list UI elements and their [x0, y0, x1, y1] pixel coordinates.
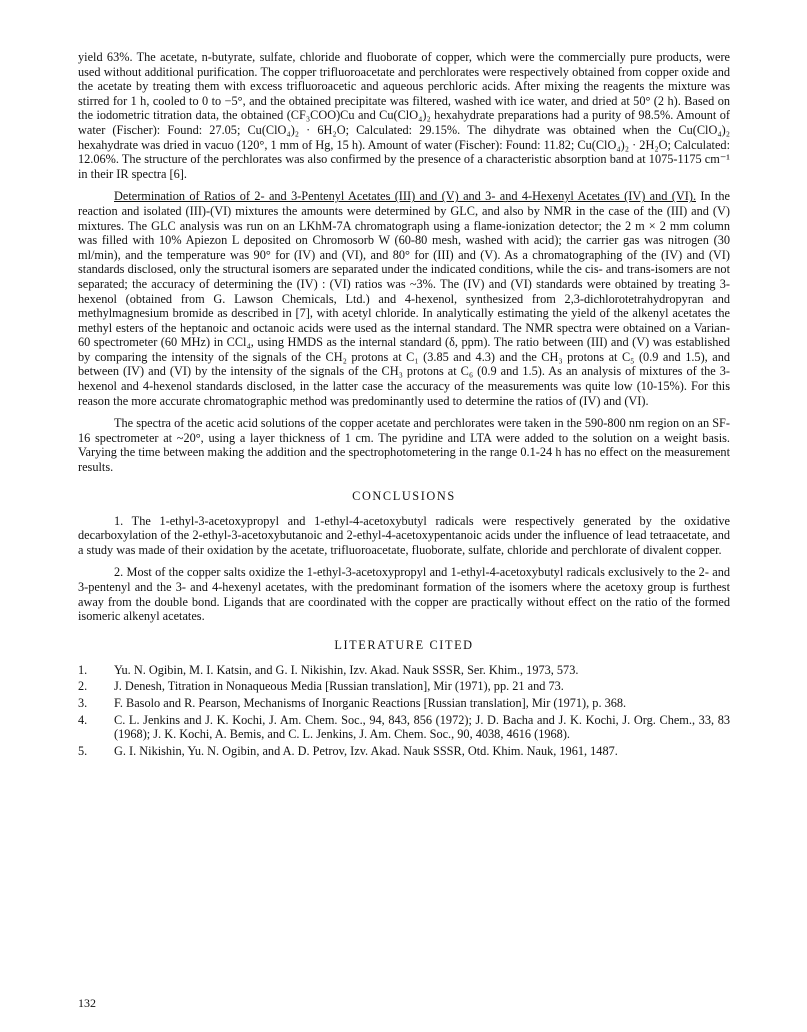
- conclusion-item-2: 2. Most of the copper salts oxidize the 1-ethyl-3-acetoxypropyl and 1-ethyl-4-acetoxybutyl radicals exclusively to the 2- and 3-pentenyl and the 3- and 4-hexenyl acetates, with the predominant formation of the isomers where the acetoxy group is furthest away from the double bond. Ligands that are coordinated with the copper are practically without effect on the ratio of the formed isomeric alkenyl acetates.: [78, 565, 730, 624]
- conclusion-item-1: 1. The 1-ethyl-3-acetoxypropyl and 1-ethyl-4-acetoxybutyl radicals were respectively generated by the oxidative decarboxylation of the 2-ethyl-3-acetoxybutanoic and 2-ethyl-4-acetoxypentanoic acids under the influence of lead tetraacetate, and a study was made of their oxidation by the acetate, trifluoroacetate, fluoborate, sulfate, chloride and perchlorate of divalent copper.: [78, 513, 730, 557]
- literature-heading: LITERATURE CITED: [334, 637, 474, 652]
- reference-text: G. I. Nikishin, Yu. N. Ogibin, and A. D. Petrov, Izv. Akad. Nauk SSSR, Otd. Khim. Nauk, 1961, 1487.: [114, 743, 618, 758]
- reference-text: F. Basolo and R. Pearson, Mechanisms of Inorganic Reactions [Russian translation], Mir (1971), p. 368.: [114, 695, 627, 710]
- reference-text: C. L. Jenkins and J. K. Kochi, J. Am. Chem. Soc., 94, 843, 856 (1972); J. D. Bacha and J. K. Kochi, J. Org. Chem., 33, 83 (1968); J. K. Kochi, A. Bemis, and C. L. Jenkins, J. Am. Chem. Soc., 90, 4038, 4616 (1968).: [114, 712, 730, 742]
- page-body: [78, 50, 730, 760]
- reference-item: [78, 713, 730, 742]
- paragraph-ratio-determination: [78, 189, 730, 408]
- reference-item: [78, 744, 730, 759]
- paragraph-spectra: The spectra of the acetic acid solutions of the copper acetate and perchlorates were taken in the 590-800 nm region on an SF-16 spectrometer at ~20°, using a layer thickness of 1 cm. The pyridine and LTA were added to the solution on a weight basis. Varying the time between making the addition and the spectrophotometering in the range 0.1-24 h has no effect on the measurement results.: [78, 416, 730, 475]
- conclusions-heading: CONCLUSIONS: [352, 488, 456, 503]
- paragraph-ratio-text: In the reaction and isolated (III)-(VI) mixtures the amounts were determined by GLC, and also by NMR in the case of the (III) and (V) mixtures. The GLC analysis was run on an LKhM-7A chromatograph using a flame-ionization detector; the 2 m × 2 mm column was filled with 10% Apiezon L deposited on Chromosorb W (60-80 mesh, washed with acid); the carrier gas was nitrogen (30 ml/min), and the temperature was 90° for (IV) and (VI), and 80° for (III) and (V). As a chromatographing of the (IV) and (VI) standards disclosed, only the structural isomers are separated under the indicated conditions, while the cis- and trans-isomers are not separated; the accuracy of determining the (IV) : (VI) ratios was ~3%. The (IV) and (VI) standards were obtained by treating 3-hexenol (obtained from G. Lawson Chemicals, Ltd.) and 4-hexenol, synthesized from 2,3-dichlorotetrahydropyran and methylmagnesium bromide as described in [7], with acetyl chloride. In analytically estimating the yield of the alkenyl acetates the methyl esters of the heptanoic and octanoic acids were used as the internal standard. The NMR spectra were obtained on a Varian-60 spectrometer (60 MHz) in CCl₄, using HMDS as the internal standard (δ, ppm). The ratio between (III) and (V) was established by comparing the intensity of the signals of the CH₂ protons at C₁ (3.85 and 4.3) and the CH₃ protons at C₅ (0.9 and 1.5), and between (IV) and (VI) by the intensity of the signals of the CH₃ protons at C₆ (0.9 and 1.5). As an analysis of mixtures of the 3-hexenol and 4-hexenol standards disclosed, in the latter case the accuracy of the measurements was quite low (10-15%). For this reason the more accurate chromatographic method was predominantly used to determine the ratios of (IV) and (VI).: [78, 189, 730, 408]
- reference-number: 5.: [78, 743, 88, 758]
- section-subheading: Determination of Ratios of 2- and 3-Pentenyl Acetates (III) and (V) and 3- and 4-Hexenyl Acetates (IV) and (VI).: [114, 189, 697, 204]
- reference-number: 1.: [78, 662, 88, 677]
- reference-number: 3.: [78, 695, 88, 710]
- reference-number: 2.: [78, 679, 88, 694]
- reference-text: J. Denesh, Titration in Nonaqueous Media [Russian translation], Mir (1971), pp. 21 and 73.: [114, 679, 564, 694]
- paragraph-materials: yield 63%. The acetate, n-butyrate, sulfate, chloride and fluoborate of copper, which were the commercially pure products, were used without additional purification. The copper trifluoroacetate and perchlorates were respectively obtained from copper oxide and the acetate by treating them with excess trifluoroacetic and aqueous perchloric acids. After mixing the reagents the mixture was stirred for 1 h, cooled to 0 to −5°, and the obtained precipitate was filtered, washed with ice water, and dried at 50° (2 h). Based on the iodometric titration data, the obtained (CF₃COO)Cu and Cu(ClO₄)₂ hexahydrate preparations had a purity of 98.5%. Amount of water (Fischer): Found: 27.05; Cu(ClO₄)₂ · 6H₂O; Calculated: 29.15%. The dihydrate was obtained when the Cu(ClO₄)₂ hexahydrate was dried in vacuo (120°, 1 mm of Hg, 15 h). Amount of water (Fischer): Found: 11.82; Cu(ClO₄)₂ · 2H₂O; Calculated: 12.06%. The structure of the perchlorates was also confirmed by the presence of a characteristic absorption band at 1075-1175 cm⁻¹ in their IR spectra [6].: [78, 50, 730, 181]
- page-number: 132: [78, 996, 96, 1010]
- reference-number: 4.: [78, 712, 88, 727]
- reference-item: [78, 663, 730, 678]
- reference-list: [78, 663, 730, 759]
- reference-item: [78, 696, 730, 711]
- reference-text: Yu. N. Ogibin, M. I. Katsin, and G. I. Nikishin, Izv. Akad. Nauk SSSR, Ser. Khim., 1973, 573.: [114, 662, 579, 677]
- reference-item: [78, 679, 730, 694]
